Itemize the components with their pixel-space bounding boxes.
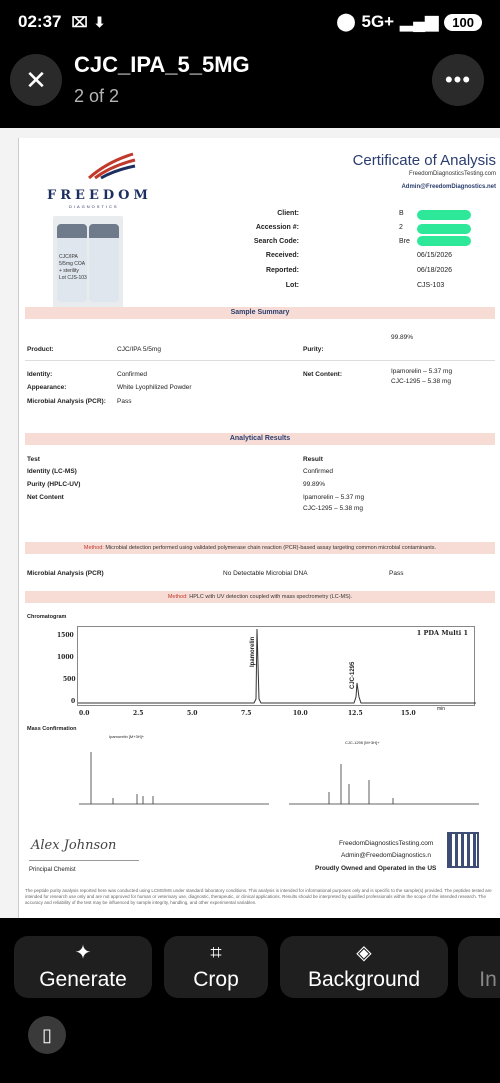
product-label: Product: bbox=[27, 346, 54, 353]
mass-confirmation-label: Mass Confirmation bbox=[27, 726, 77, 732]
mass-title-1: Ipamorelin [M+3H]+ bbox=[109, 734, 145, 739]
chromatogram-label: Chromatogram bbox=[27, 614, 67, 620]
product-value: CJC/IPA 5/5mg bbox=[117, 346, 161, 353]
x-tick-10: 10.0 bbox=[293, 710, 308, 717]
x-tick-5: 5.0 bbox=[187, 710, 198, 717]
info-row-reported: Reported: 06/18/2026 bbox=[265, 267, 453, 274]
info-row-search-code: Search Code: Bre bbox=[19, 238, 500, 250]
flag-logo-icon bbox=[87, 152, 137, 180]
mass-spectra-svg bbox=[79, 740, 479, 808]
generate-button[interactable]: ✦ Generate bbox=[14, 936, 152, 998]
result-value-3b: CJC-1295 – 5.38 mg bbox=[303, 505, 363, 512]
signer-title: Principal Chemist bbox=[29, 867, 76, 873]
freedom-logo bbox=[47, 152, 157, 212]
phone-icon: ▯ bbox=[42, 1024, 52, 1045]
signature-line bbox=[29, 860, 139, 861]
brand-subname: DIAGNOSTICS bbox=[69, 204, 119, 209]
chromatogram-plot bbox=[77, 626, 475, 706]
y-tick-500: 500 bbox=[63, 676, 76, 683]
hplc-method-note: Method: HPLC with UV detection coupled with mass spectrometry (LC-MS). bbox=[25, 591, 495, 603]
net-content-value-2: CJC-1295 – 5.38 mg bbox=[391, 378, 451, 385]
analytical-results-header: Analytical Results bbox=[25, 433, 495, 445]
location-icon: ⬤ bbox=[336, 12, 356, 31]
download-icon: ⬇ bbox=[93, 13, 106, 30]
device-screen-button[interactable] bbox=[28, 1016, 66, 1054]
tool-icon bbox=[485, 942, 491, 964]
identity-value: Confirmed bbox=[117, 371, 147, 378]
brand-name: FREEDOM bbox=[47, 188, 152, 203]
coa-email: Admin@FreedomDiagnostics.net bbox=[401, 184, 496, 190]
detector-label: 1 PDA Multi 1 bbox=[416, 629, 468, 637]
y-tick-1500: 1500 bbox=[57, 632, 74, 639]
info-row-accession: Accession #: 2 bbox=[19, 224, 500, 236]
info-row-lot: Lot: CJS-103 bbox=[285, 282, 445, 289]
certificate-document bbox=[18, 138, 500, 918]
chromatogram-svg bbox=[78, 627, 476, 707]
crop-icon: ⌗ bbox=[210, 942, 222, 964]
chemist-signature: Alex Johnson bbox=[31, 838, 117, 853]
coa-heading: Certificate of Analysis bbox=[352, 152, 496, 169]
info-row-client: Client: B bbox=[19, 210, 500, 222]
divider bbox=[25, 360, 495, 361]
result-test-3: Net Content bbox=[27, 494, 64, 501]
result-header: Result bbox=[303, 456, 323, 463]
battery-level: 100 bbox=[452, 14, 474, 30]
app-bar bbox=[0, 48, 500, 118]
result-value-2: 99.89% bbox=[303, 481, 326, 488]
purity-label: Purity: bbox=[303, 346, 324, 353]
redaction-mark bbox=[417, 224, 471, 234]
edit-toolbar bbox=[0, 936, 500, 998]
result-value-1: Confirmed bbox=[303, 468, 333, 475]
crop-button[interactable]: ⌗ Crop bbox=[164, 936, 268, 998]
disclaimer: The peptide purity analysis reported here was conducted using LCMS/MS under standard laboratory conditions. This analysis is intended for informational purposes only and is specific to the sample(s) provided. The peptides tested are intended for research use only and are not approved for human or veterinary use, diagnostic, therapeutic, or clinical applications. Results should be interpreted by qualified professionals within the scope of the intended research. The accuracy and reliability of the test may be influenced by sample integrity, handling, and other experimental variables. bbox=[25, 888, 492, 905]
network-label: 5G+ bbox=[361, 12, 395, 31]
microbial-value: Pass bbox=[117, 398, 132, 405]
appearance-label: Appearance: bbox=[27, 384, 67, 391]
identity-label: Identity: bbox=[27, 371, 53, 378]
x-tick-12-5: 12.5 bbox=[348, 710, 363, 717]
more-tool-button[interactable]: In bbox=[458, 936, 500, 998]
result-value-3: Ipamorelin – 5.37 mg bbox=[303, 494, 365, 501]
signal-icon: ▂▄▆ bbox=[400, 12, 439, 31]
paint-bucket-icon: ◈ bbox=[356, 942, 372, 964]
test-header: Test bbox=[27, 456, 40, 463]
footer-site: FreedomDiagnosticsTesting.com bbox=[339, 840, 434, 847]
redaction-mark bbox=[417, 210, 471, 220]
pcr-method-note: Method: Microbial detection performed using validated polymerase chain reaction (PCR)-based assay targeting common microbial contaminants. bbox=[25, 542, 495, 554]
close-button[interactable] bbox=[10, 54, 62, 106]
microbial-label: Microbial Analysis (PCR): bbox=[27, 398, 106, 405]
qr-code-icon bbox=[447, 832, 479, 868]
x-tick-2-5: 2.5 bbox=[133, 710, 144, 717]
more-vertical-icon: ••• bbox=[444, 67, 472, 92]
appearance-value: White Lyophilized Powder bbox=[117, 384, 192, 391]
sparkle-image-icon: ✦ bbox=[74, 942, 92, 964]
pcr-result: No Detectable Microbial DNA bbox=[223, 570, 308, 577]
net-content-label: Net Content: bbox=[303, 371, 342, 378]
close-icon: ✕ bbox=[25, 64, 47, 95]
battery-badge bbox=[444, 14, 482, 31]
result-test-1: Identity (LC-MS) bbox=[27, 468, 77, 475]
file-title: CJC_IPA_5_5MG bbox=[74, 52, 250, 77]
result-test-2: Purity (HPLC-UV) bbox=[27, 481, 81, 488]
image-viewer[interactable] bbox=[0, 128, 500, 918]
x-tick-7-5: 7.5 bbox=[241, 710, 252, 717]
background-button[interactable]: ◈ Background bbox=[280, 936, 448, 998]
status-bar bbox=[0, 0, 500, 44]
info-row-received: Received: 06/15/2026 bbox=[265, 252, 453, 259]
y-tick-1000: 1000 bbox=[57, 654, 74, 661]
vial-label: CJC/IPA 5/5mg COA + sterility Lot CJS-103 bbox=[59, 254, 87, 281]
x-tick-15: 15.0 bbox=[401, 710, 416, 717]
y-tick-0: 0 bbox=[71, 698, 76, 705]
screenshot-icon: ⌧ bbox=[71, 13, 88, 30]
mass-spectra bbox=[79, 734, 479, 808]
pcr-status: Pass bbox=[389, 570, 404, 577]
mass-title-2: CJC-1295 [M+3H]+ bbox=[345, 740, 380, 745]
redaction-mark bbox=[417, 236, 471, 246]
status-time: 02:37 bbox=[18, 12, 62, 31]
coa-site: FreedomDiagnosticsTesting.com bbox=[408, 171, 496, 177]
peak-label-1: Ipamorelin bbox=[250, 636, 256, 667]
footer-owned: Proudly Owned and Operated in the US bbox=[315, 865, 437, 872]
purity-value: 99.89% bbox=[391, 334, 414, 341]
x-unit: min bbox=[437, 706, 446, 712]
pcr-test: Microbial Analysis (PCR) bbox=[27, 570, 104, 577]
more-options-button[interactable] bbox=[432, 54, 484, 106]
sample-summary-header: Sample Summary bbox=[25, 307, 495, 319]
footer-email: Admin@FreedomDiagnostics.n bbox=[341, 852, 432, 859]
x-tick-0: 0.0 bbox=[79, 710, 90, 717]
net-content-value-1: Ipamorelin – 5.37 mg bbox=[391, 368, 453, 375]
page-counter: 2 of 2 bbox=[74, 86, 120, 106]
peak-label-2: CJC-1295 bbox=[350, 661, 356, 689]
